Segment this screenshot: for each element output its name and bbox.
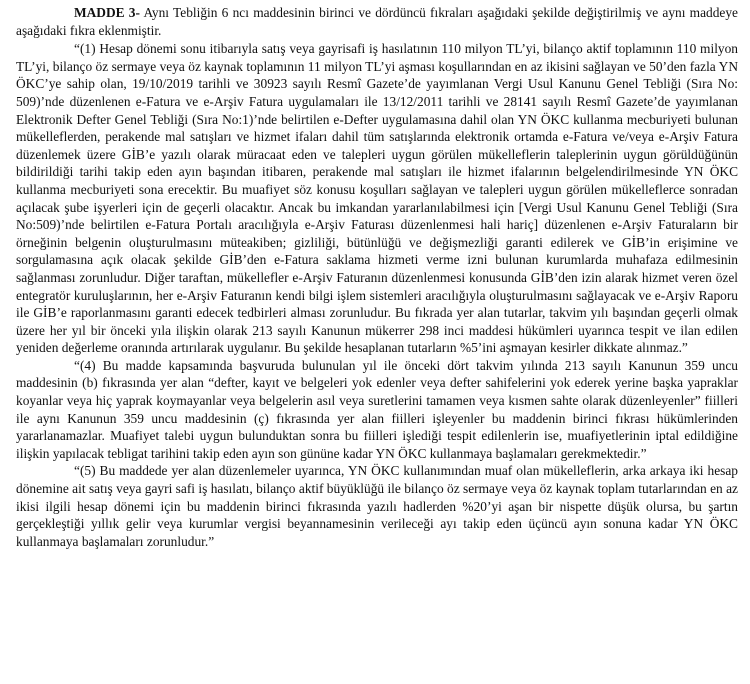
paragraph-1: “(1) Hesap dönemi sonu itibarıyla satış veya gayrisafi iş hasılatının 110 milyon TL’yi, bilanço aktif toplamının 110 milyon TL’yi, bilanço öz sermaye veya öz kaynak toplamının 11 milyon TL’yi aşması koşullarından en az ikisini sağlayan ve 50’den fazla YN ÖKC’ye sahip olan, 19/10/2019 tarihli ve 30923 sayılı Resmî Gazete’de yayımlanan Vergi Usul Kanunu Genel Tebliği (Sıra No: 509)’nde düzenlenen e-Fatura ve e-Arşiv Fatura uygulamaları ile 13/12/2011 tarihli ve 28141 sayılı Resmî Gazete’de yayımlanan Elektronik Defter Genel Tebliği (Sıra No:1)’nde belirtilen e-Defter uygulamasına dahil olan YN ÖKC kullanma mecburiyeti bulunan mükelleflerden, perakende mal satışları ve hizmet ifaları dahil tüm satışlarında elektronik ortamda e-Fatura ve/veya e-Arşiv Fatura düzenlemek üzere GİB’e yazılı olarak müracaat eden ve talepleri uygun görülen mükelleflerin taleplerinin uygun görüldüğünün bildirildiği tarihi takip eden ayın başından itibaren, perakende mal satışları ile hizmet ifalarının belgelendirilmesinde YN ÖKC kullanma mecburiyeti sona erecektir. Bu muafiyet söz konusu koşulları sağlayan ve talepleri uygun görülen mükelleflerce sonradan açılacak şube işyerleri için de geçerli olacaktır. Ancak bu imkandan yararlanılabilmesi için [Vergi Usul Kanunu Genel Tebliği (Sıra No:509)’nde belirtilen e-Fatura Portalı aracılığıyla e-Arşiv Faturası düzenlenmesi hali hariç] düzenlenen e-Arşiv Faturaların bir örneğinin belgenin oluşturulmasını müteakiben; gizliliği, bütünlüğü ve değişmezliği garanti edilerek ve GİB’in erişimine ve sorgulamasına açık olacak şekilde GİB’den e-Fatura saklama hizmeti verme izni bulunan kurumlarda muhafaza edilmesinin sağlanması zorunludur. Diğer taraftan, mükellefler e-Arşiv Faturanın düzenlenmesi konusunda GİB’den izin alarak hizmet veren özel entegratör kuruluşlarının, her e-Arşiv Faturanın kendi bilgi işlem sistemleri aracılığıyla oluşturulmasını sağlayacak ve e-Arşiv Raporu ile GİB’e raporlanmasını garanti edecek tedbirleri alması zorunludur. Bu fıkrada yer alan tutarlar, takvim yılı başından geçerli olmak üzere her yıl bir önceki yıla ilişkin olarak 213 sayılı Kanunun mükerrer 298 inci maddesi hükümleri uyarınca tespit ve ilan edilen yeniden değerleme oranında artırılarak uygulanır. Bu şekilde hesaplanan tutarların %5’ini aşmayan kesirler dikkate alınmaz.” — [16, 41, 738, 356]
paragraph-5: “(5) Bu maddede yer alan düzenlemeler uyarınca, YN ÖKC kullanımından muaf olan mükelleflerin, arka arkaya iki hesap dönemine ait satış veya gayri safi iş hasılatı, bilanço aktif büyüklüğü ile bilanço öz sermaye veya öz kaynak toplam tutarlarından en az ikisi ilgili hesap dönemi için bu maddenin birinci fıkrasında yazılı hadlerden %20’yi aşan bir nispette düşük olursa, bu şartın gerçekleştiği yıllık gelir veya kurumlar vergisi beyannamesinin verileceği ayı takip eden üçüncü ayın sonuna kadar YN ÖKC kullanmaya başlamaları zorunludur.” — [16, 463, 738, 549]
article-heading: MADDE 3- — [74, 5, 140, 20]
article-intro-text: Aynı Tebliğin 6 ncı maddesinin birinci ve dördüncü fıkraları aşağıdaki şekilde değiştirilmiş ve aynı maddeye aşağıdaki fıkra eklenmiştir. — [16, 5, 738, 38]
paragraph-4: “(4) Bu madde kapsamında başvuruda bulunulan yıl ile önceki dört takvim yılında 213 sayılı Kanunun 359 uncu maddesinin (b) fıkrasında yer alan “defter, kayıt ve belgeleri yok edenler veya defter sahifelerini yok ederek yerine başka yapraklar koyanlar veya hiç yaprak koymayanlar veya belgelerin asıl veya suretlerini tamamen veya kısmen sahte olarak düzenleyenler” fiilleri ile aynı Kanunun 359 uncu maddesinin (ç) fıkrasında yer alan fiilleri işleyenler bu maddenin birinci fıkrası hükümlerinden yararlanamazlar. Muafiyet talebi uygun bulunduktan sonra bu fiilleri işlediği tespit edilenlerin ise, muafiyetlerinin iptal edildiğine ilişkin yapılacak tebligat tarihini takip eden ayın son gününe kadar YN ÖKC kullanmaya başlamaları gerekmektedir.” — [16, 357, 738, 461]
article-intro-paragraph — [16, 4, 738, 39]
